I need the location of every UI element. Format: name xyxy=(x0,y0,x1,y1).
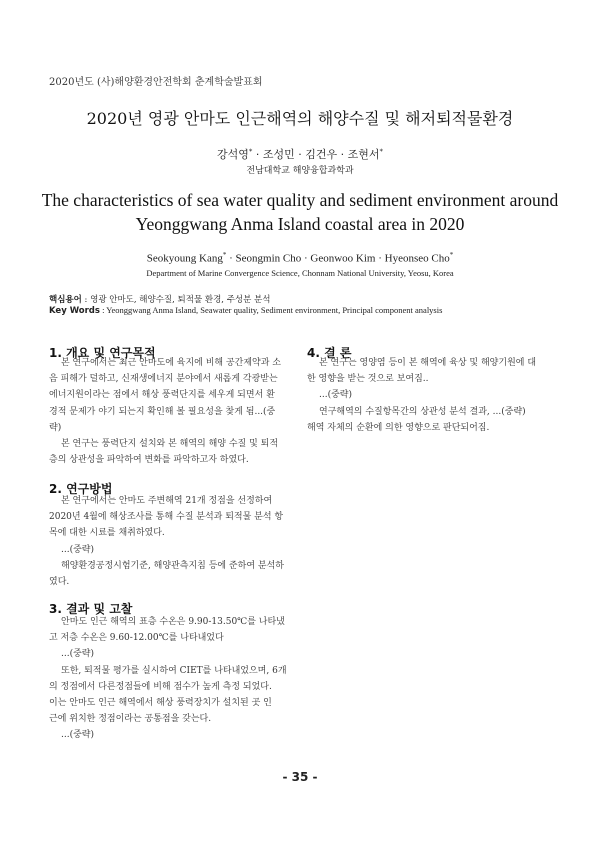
section-body-results xyxy=(49,614,294,744)
text-line: 경적 문제가 야기 되는지 확인해 볼 필요성을 찾게 됨...(중 xyxy=(49,406,276,417)
text-line: 안마도 인근 해역의 표층 수온은 9.90-13.50℃를 나타냈 xyxy=(61,617,285,627)
text-line: 본 연구는 풍력단지 설치와 본 해역의 해양 수질 및 퇴적 xyxy=(61,439,279,450)
section-body-conclusion xyxy=(307,355,552,436)
keywords-text: : 영광 안마도, 해양수질, 퇴적물 환경, 주성분 분석 xyxy=(81,295,271,305)
corresponding-mark: * xyxy=(379,147,383,156)
text-line: 층의 상관성을 파악하여 변화를 파악하고자 하였다. xyxy=(49,455,249,466)
section-title-overview: 1. 개요 및 연구목적 xyxy=(49,346,156,360)
keywords-label: Key Words xyxy=(49,306,100,316)
author-rest: · 조성민 · 김건우 · 조현서 xyxy=(252,148,380,161)
text-line: 고 저층 수온은 9.60-12.00℃를 나타내었다 xyxy=(49,633,224,644)
text-line: 목에 대한 시료를 채취하였다. xyxy=(49,528,165,539)
section-body-overview xyxy=(49,355,294,468)
text-line: 해역 자체의 순환에 의한 영향으로 판단되어짐. xyxy=(307,422,490,433)
section-title-methods: 2. 연구방법 xyxy=(49,482,113,496)
authors-korean xyxy=(0,146,600,162)
affiliation-korean: 전남대학교 해양융합과학과 xyxy=(246,166,354,176)
text-line: 에너지원이라는 점에서 해상 풍력단지를 세우게 되면서 환 xyxy=(49,390,275,401)
keywords-text: : Yeonggwang Anma Island, Seawater quality, Sediment environment, Principal component analysis xyxy=(99,305,443,315)
title-korean: 2020년 영광 안마도 인근해역의 해양수질 및 해저퇴적물환경 xyxy=(86,109,514,128)
text-line: 음 피해가 덜하고, 신재생에너지 분야에서 새롭게 각광받는 xyxy=(49,374,278,385)
text-line: ...(중략) xyxy=(61,649,94,660)
keywords-english xyxy=(49,305,442,316)
text-line: 또한, 퇴적물 평가를 실시하여 CIET를 나타내었으며, 6개 xyxy=(61,665,287,676)
text-line: 본 연구는 영양염 등이 본 해역에 육상 및 해양기원에 대 xyxy=(319,358,537,368)
author-rest: · Seongmin Cho · Geonwoo Kim · Hyeonseo Cho xyxy=(226,252,450,265)
text-line: ...(중략) xyxy=(61,544,94,555)
text-line: ...(중략) xyxy=(319,390,352,401)
section-body-methods xyxy=(49,493,294,590)
text-line: 한 영향을 받는 것으로 보여짐.. xyxy=(307,374,429,385)
text-line: ...(중략) xyxy=(61,730,94,741)
section-title-results: 3. 결과 및 고찰 xyxy=(49,602,133,616)
affiliation-english: Department of Marine Convergence Science, Chonnam National University, Yeosu, Korea xyxy=(146,268,454,278)
corresponding-mark: * xyxy=(222,251,227,259)
conference-header: 2020년도 (사)해양환경안전학회 춘계학술발표회 xyxy=(49,77,263,88)
title-english: The characteristics of sea water quality and sediment environment around Yeonggwang Anma Island coastal area in 2020 xyxy=(41,190,559,234)
keywords-korean xyxy=(49,293,270,305)
text-line: 근에 위치한 정점이라는 공통점을 갖는다. xyxy=(49,714,212,725)
keywords-label: 핵심용어 xyxy=(49,295,82,305)
text-line: 략) xyxy=(49,422,62,433)
section-title-conclusion: 4. 결 론 xyxy=(307,346,352,360)
author-first: Seokyoung Kang xyxy=(146,252,223,265)
corresponding-mark: * xyxy=(248,147,253,156)
page-number: - 35 - xyxy=(282,770,318,784)
text-line: 연구해역의 수질항목간의 상관성 분석 결과, ...(중략) xyxy=(319,406,526,417)
author-first: 강석영 xyxy=(217,148,249,161)
text-line: 본 연구에서는 안마도 주변해역 21개 정점을 선정하여 xyxy=(61,496,273,506)
text-line: 의 정점에서 다른정점들에 비해 점수가 높게 측정 되었다. xyxy=(49,681,272,692)
corresponding-mark: * xyxy=(449,251,454,259)
authors-english xyxy=(0,251,600,265)
text-line: 해양환경공정시험기준, 해양관측지침 등에 준하여 분석하 xyxy=(61,560,284,571)
text-line: 2020년 4월에 해상조사를 통해 수질 분석과 퇴적물 분석 항 xyxy=(49,512,284,523)
text-line: 본 연구에서는 최근 안마도에 육지에 비해 공간제약과 소 xyxy=(61,358,281,368)
text-line: 이는 안마도 인근 해역에서 해상 풍력장치가 설치된 곳 인 xyxy=(49,698,272,709)
text-line: 였다. xyxy=(49,577,70,588)
